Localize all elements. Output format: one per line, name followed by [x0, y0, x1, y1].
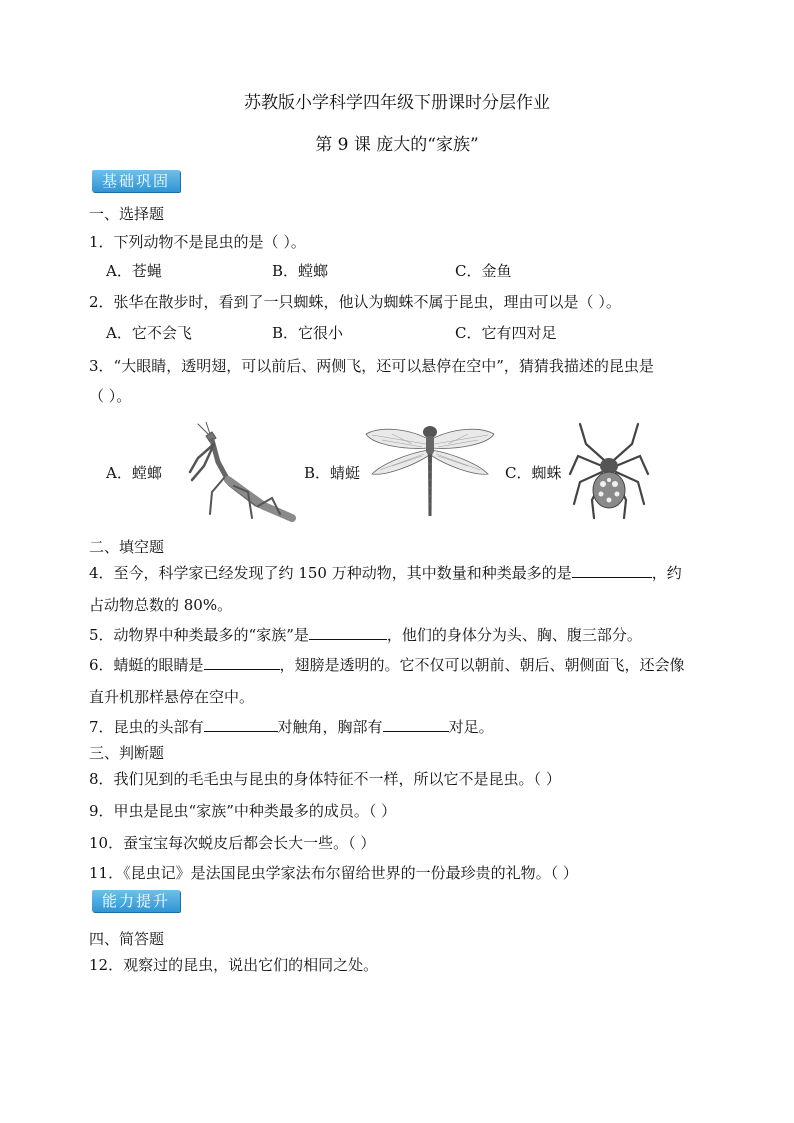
question-11: 11．《昆虫记》是法国昆虫学家法布尔留给世界的一份最珍贵的礼物。（ ） [89, 864, 578, 882]
question-3-line2: （ ）。 [89, 387, 132, 405]
q5-text-1: 5．动物界中种类最多的“家族”是 [89, 626, 309, 644]
banner-basic: 基础巩固 [92, 170, 180, 192]
question-3-line1: 3．“大眼睛，透明翅，可以前后、两侧飞，还可以悬停在空中”，猜猜我描述的昆虫是 [89, 357, 654, 375]
q1-option-a: A．苍蝇 [106, 262, 162, 280]
q5-text-2: ，他们的身体分为头、胸、腹三部分。 [386, 626, 642, 644]
q4-text-1: 4．至今，科学家已经发现了约 150 万种动物，其中数量和种类最多的是 [89, 564, 572, 582]
q7-text-2: 对触角，胸部有 [277, 718, 383, 736]
q6-text-2: ，翅膀是透明的。它不仅可以朝前、朝后、朝侧面飞，还会像 [279, 656, 685, 674]
question-4 [89, 562, 682, 583]
q5-blank[interactable] [309, 625, 387, 640]
question-4-line2: 占动物总数的 80%。 [89, 596, 233, 614]
worksheet-title: 苏教版小学科学四年级下册课时分层作业 [244, 93, 550, 113]
section-choice: 一、选择题 [89, 205, 165, 223]
question-10: 10．蚕宝宝每次蜕皮后都会长大一些。（ ） [89, 834, 376, 852]
question-6-line2: 直升机那样悬停在空中。 [89, 688, 255, 706]
question-5 [89, 624, 642, 645]
q7-text-3: 对足。 [448, 718, 494, 736]
q3-option-a: A．螳螂 [106, 464, 162, 482]
dragonfly-image [362, 420, 498, 522]
question-7 [89, 716, 494, 737]
q6-text-1: 6．蜻蜓的眼睛是 [89, 656, 204, 674]
q7-text-1: 7．昆虫的头部有 [89, 718, 204, 736]
q7-blank-1[interactable] [204, 717, 278, 732]
section-judge: 三、判断题 [89, 744, 165, 762]
q4-blank[interactable] [572, 563, 652, 578]
question-6 [89, 654, 685, 675]
q2-option-c: C．它有四对足 [455, 324, 557, 342]
question-2: 2．张华在散步时，看到了一只蜘蛛，他认为蜘蛛不属于昆虫，理由可以是（ ）。 [89, 293, 621, 311]
q4-text-2: ，约 [651, 564, 682, 582]
q3-option-b: B．蜻蜓 [304, 464, 361, 482]
q1-option-c: C．金鱼 [455, 262, 512, 280]
question-8: 8．我们见到的毛毛虫与昆虫的身体特征不一样，所以它不是昆虫。（ ） [89, 770, 561, 788]
mantis-image [168, 422, 303, 522]
q6-blank[interactable] [204, 655, 280, 670]
question-12: 12．观察过的昆虫，说出它们的相同之处。 [89, 956, 379, 974]
q1-option-b: B．螳螂 [272, 262, 329, 280]
q3-option-c: C．蜘蛛 [505, 464, 562, 482]
question-1: 1．下列动物不是昆虫的是（ ）。 [89, 233, 306, 251]
section-short: 四、简答题 [89, 930, 165, 948]
q2-option-a: A．它不会飞 [106, 324, 192, 342]
banner-advanced: 能力提升 [92, 890, 180, 912]
lesson-title: 第 9 课 庞大的“家族” [315, 135, 479, 155]
spider-image [566, 418, 652, 524]
q7-blank-2[interactable] [383, 717, 449, 732]
section-fill: 二、填空题 [89, 538, 165, 556]
question-9: 9．甲虫是昆虫“家族”中种类最多的成员。（ ） [89, 802, 397, 820]
q2-option-b: B．它很小 [272, 324, 344, 342]
